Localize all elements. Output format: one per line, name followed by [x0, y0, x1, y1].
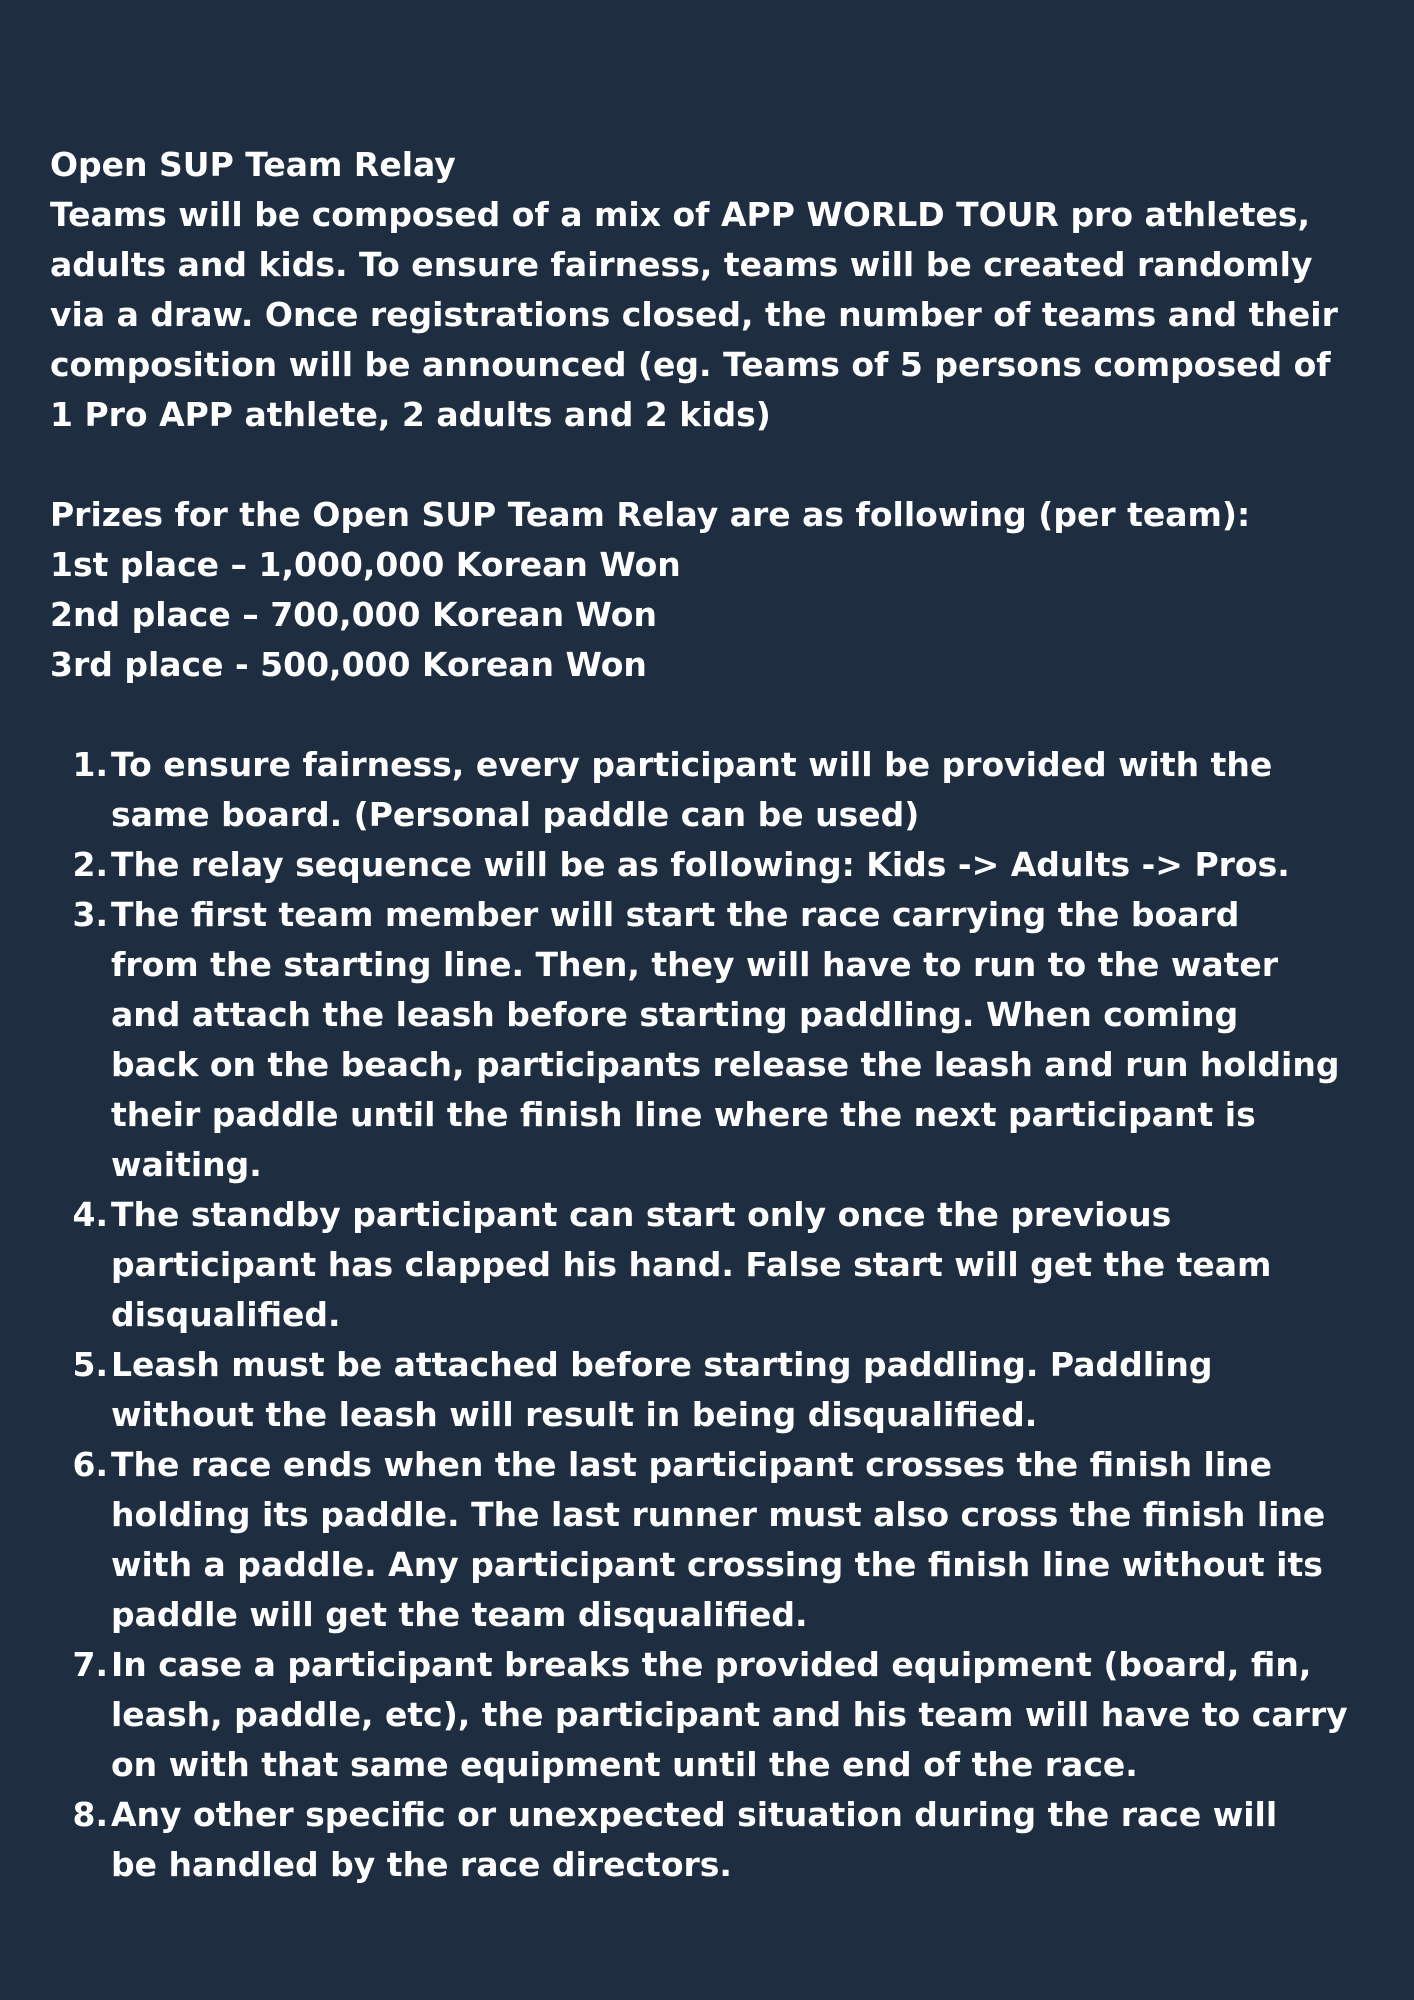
rule-text	[111, 1440, 1368, 1640]
rule-number: 4.	[72, 1195, 108, 1234]
rule-text	[111, 890, 1368, 1190]
rule-line: from the starting line. Then, they will have to run to the water	[111, 945, 1279, 984]
rule-line: In case a participant breaks the provided equipment (board, fin,	[111, 1645, 1312, 1684]
rule-number: 1.	[72, 745, 108, 784]
rule-line: same board. (Personal paddle can be used)	[111, 795, 920, 834]
rule-item	[50, 1340, 1368, 1440]
intro-paragraph	[50, 190, 1368, 440]
intro-line: 1 Pro APP athlete, 2 adults and 2 kids)	[50, 395, 771, 434]
rule-text	[111, 1790, 1368, 1890]
rule-item	[50, 740, 1368, 840]
rule-line: leash, paddle, etc), the participant and his team will have to carry	[111, 1695, 1348, 1734]
prize-item: 1st place – 1,000,000 Korean Won	[50, 545, 681, 584]
prize-item: 2nd place – 700,000 Korean Won	[50, 595, 657, 634]
rule-line: disqualified.	[111, 1295, 341, 1334]
rule-line: their paddle until the finish line where the next participant is	[111, 1095, 1256, 1134]
rule-number: 8.	[72, 1795, 108, 1834]
rule-item	[50, 1640, 1368, 1790]
rule-line: To ensure fairness, every participant will be provided with the	[111, 745, 1273, 784]
rule-line: The race ends when the last participant crosses the finish line	[111, 1445, 1273, 1484]
rule-item	[50, 840, 1368, 890]
rule-line: with a paddle. Any participant crossing the finish line without its	[111, 1545, 1323, 1584]
rule-line: participant has clapped his hand. False start will get the team	[111, 1245, 1272, 1284]
intro-line: composition will be announced (eg. Teams of 5 persons composed of	[50, 345, 1331, 384]
rule-line: paddle will get the team disqualified.	[111, 1595, 808, 1634]
rule-text	[111, 1190, 1368, 1340]
rule-item	[50, 1790, 1368, 1890]
rule-line: holding its paddle. The last runner must also cross the finish line	[111, 1495, 1326, 1534]
rule-text	[111, 740, 1368, 840]
intro-line: Teams will be composed of a mix of APP WORLD TOUR pro athletes,	[50, 195, 1311, 234]
rule-item	[50, 1440, 1368, 1640]
rule-line: The standby participant can start only once the previous	[111, 1195, 1172, 1234]
rule-line: be handled by the race directors.	[111, 1845, 732, 1884]
rule-text	[111, 1640, 1368, 1790]
rule-number: 6.	[72, 1445, 108, 1484]
rule-line: waiting.	[111, 1145, 262, 1184]
prize-item: 3rd place - 500,000 Korean Won	[50, 645, 647, 684]
rule-item	[50, 1190, 1368, 1340]
rule-line: Any other specific or unexpected situation during the race will	[111, 1795, 1278, 1834]
paragraph-spacer	[50, 440, 1368, 490]
rule-number: 3.	[72, 895, 108, 934]
paragraph-spacer	[50, 690, 1368, 740]
rule-number: 5.	[72, 1345, 108, 1384]
intro-line: via a draw. Once registrations closed, the number of teams and their	[50, 295, 1338, 334]
prizes-heading: Prizes for the Open SUP Team Relay are as following (per team):	[50, 495, 1251, 534]
prizes-section	[50, 490, 1368, 690]
rules-list	[50, 740, 1368, 1890]
document-title: Open SUP Team Relay	[50, 145, 456, 184]
intro-line: adults and kids. To ensure fairness, teams will be created randomly	[50, 245, 1313, 284]
rule-line: and attach the leash before starting paddling. When coming	[111, 995, 1239, 1034]
rule-number: 2.	[72, 845, 108, 884]
rule-text	[111, 1340, 1368, 1440]
rule-text	[111, 840, 1368, 890]
rule-number: 7.	[72, 1645, 108, 1684]
rule-line: back on the beach, participants release the leash and run holding	[111, 1045, 1340, 1084]
rule-item	[50, 890, 1368, 1190]
rule-line: The first team member will start the race carrying the board	[111, 895, 1240, 934]
rule-line: Leash must be attached before starting paddling. Paddling	[111, 1345, 1213, 1384]
rule-line: on with that same equipment until the end of the race.	[111, 1745, 1138, 1784]
rule-line: without the leash will result in being disqualified.	[111, 1395, 1038, 1434]
rule-line: The relay sequence will be as following: Kids -> Adults -> Pros.	[111, 845, 1290, 884]
